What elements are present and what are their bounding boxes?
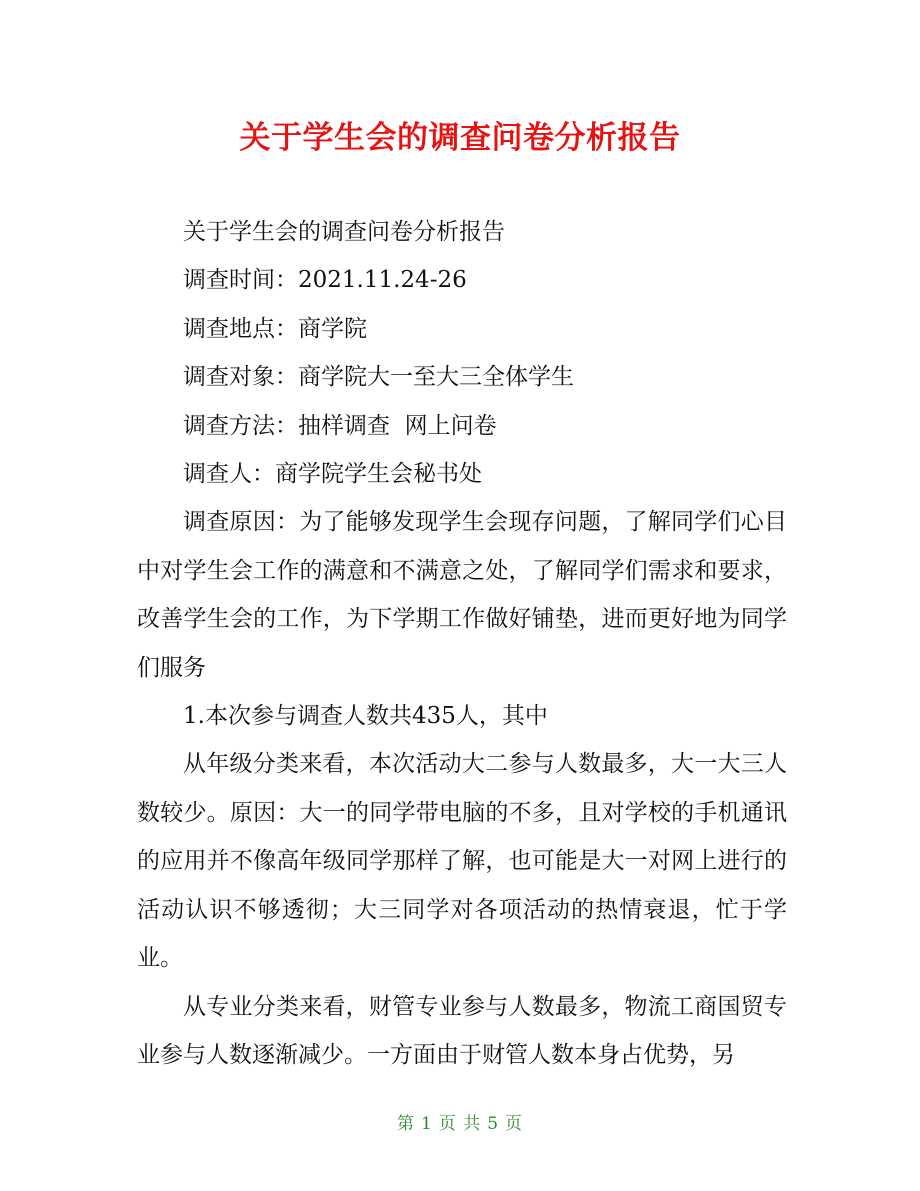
footer-total-pages: 5	[487, 1114, 500, 1134]
page-footer	[0, 1110, 920, 1138]
document-body	[137, 208, 787, 1079]
paragraph-grade-analysis: 从年级分类来看，本次活动大二参与人数最多，大一大三人数较少。原因：大一的同学带电脑的不多，且对学校的手机通讯的应用并不像高年级同学那样了解，也可能是大一对网上进行的活动认识不够透彻；大三同学对各项活动的热情衰退，忙于学业。	[137, 751, 787, 972]
paragraph-surveyor: 调查人：商学院学生会秘书处	[183, 461, 482, 488]
paragraph-participants: 1.本次参与调查人数共435人，其中	[183, 703, 548, 730]
paragraph-survey-subjects: 调查对象：商学院大一至大三全体学生	[183, 364, 574, 391]
footer-suffix: 页	[505, 1114, 524, 1134]
paragraph-survey-time: 调查时间：2021.11.24-26	[183, 267, 467, 294]
footer-mid: 页 共	[438, 1114, 482, 1134]
paragraph-major-analysis: 从专业分类来看，财管专业参与人数最多，物流工商国贸专业参与人数逐渐减少。一方面由于财管人数本身占优势，另	[137, 993, 787, 1068]
paragraph-heading: 关于学生会的调查问卷分析报告	[183, 219, 505, 245]
document-title: 关于学生会的调查问卷分析报告	[239, 120, 681, 156]
paragraph-survey-location: 调查地点：商学院	[183, 315, 367, 342]
paragraph-survey-method: 调查方法：抽样调查 网上问卷	[183, 412, 497, 439]
footer-prefix: 第	[396, 1114, 415, 1134]
footer-current-page: 1	[420, 1114, 433, 1134]
paragraph-survey-reason: 调查原因：为了能够发现学生会现存问题，了解同学们心目中对学生会工作的满意和不满意之处，了解同学们需求和要求，改善学生会的工作，为下学期工作做好铺垫，进而更好地为同学们服务	[137, 509, 787, 681]
